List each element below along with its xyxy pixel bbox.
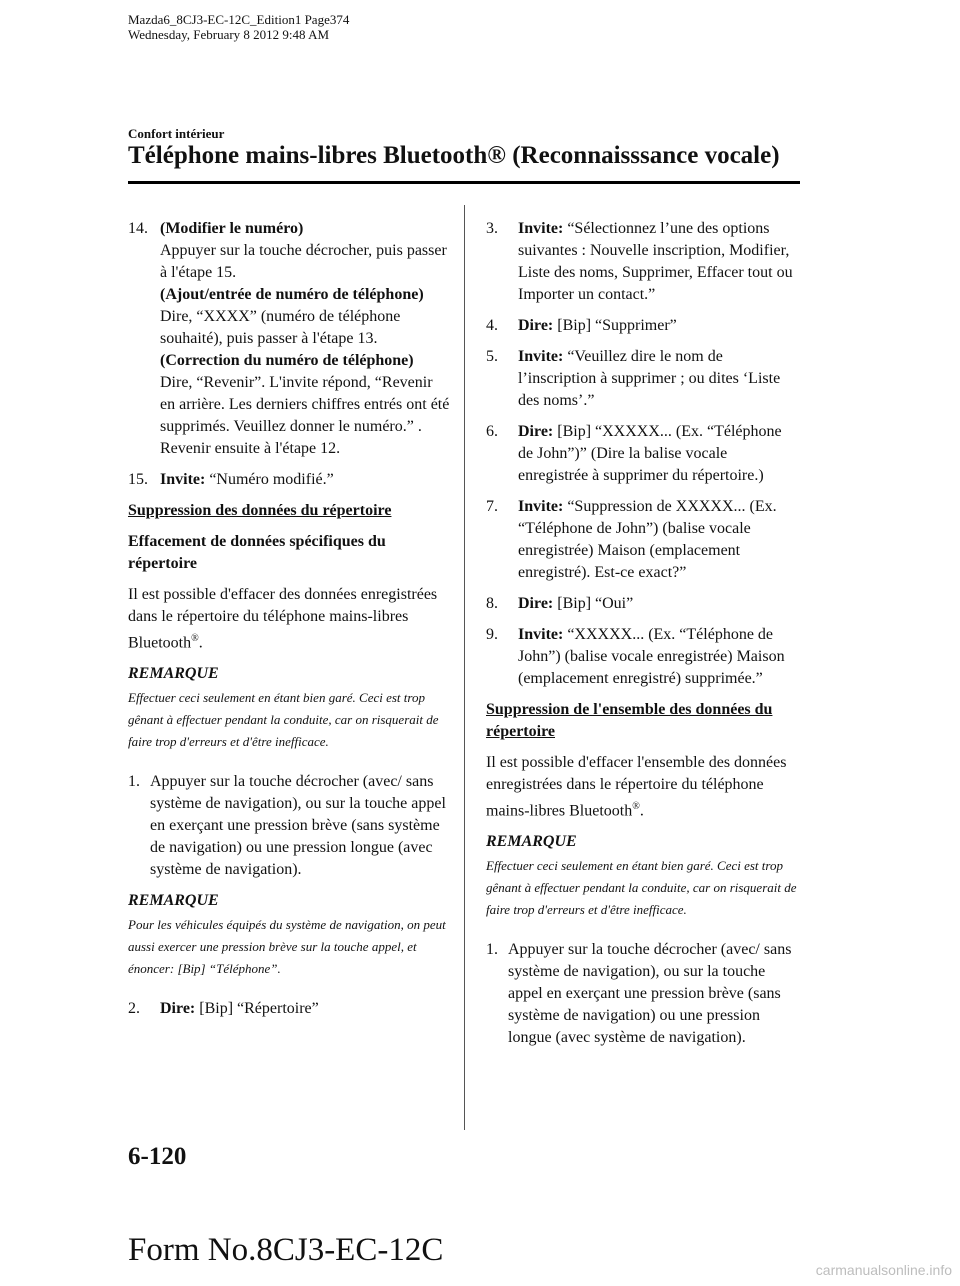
- step-number: 14.: [128, 220, 148, 237]
- note-text: Effectuer ceci seulement en étant bien garé. Ceci est trop gênant à effectuer pendant la conduite, car on risquerait de faire trop d'erreurs et d'être inefficace.: [128, 690, 439, 750]
- step-7: [486, 496, 800, 584]
- section-heading: Suppression des données du répertoire: [128, 502, 392, 519]
- step-label: Invite:: [518, 498, 564, 515]
- step-text: [Bip] “XXXXX... (Ex. “Téléphone de John”)” (Dire la balise vocale enregistrée à supprimer du répertoire.): [518, 423, 782, 484]
- list-item: [486, 939, 800, 1049]
- page-number: 6-120: [128, 1143, 187, 1170]
- step-subheading: (Correction du numéro de téléphone): [160, 352, 414, 369]
- step-text: [Bip] “Répertoire”: [199, 1000, 319, 1018]
- column-divider: [464, 205, 465, 1130]
- step-14: [128, 218, 450, 460]
- step-label: Dire:: [518, 595, 554, 612]
- list-text: Appuyer sur la touche décrocher (avec/ sans système de navigation), ou sur la touche appel en exerçant une pression brève (sans système de navigation) ou une pression longue (avec système de navigation).: [508, 941, 792, 1047]
- step-number: 6.: [486, 423, 498, 440]
- title-rule: [128, 181, 800, 184]
- step-text: Dire, “XXXX” (numéro de téléphone souhaité), puis passer à l'étape 13.: [160, 308, 401, 347]
- note-text: Effectuer ceci seulement en étant bien garé. Ceci est trop gênant à effectuer pendant la conduite, car on risquerait de faire trop d'erreurs et d'être inefficace.: [486, 858, 797, 918]
- step-label: Invite:: [160, 471, 206, 488]
- step-number: 7.: [486, 498, 498, 515]
- step-number: 3.: [486, 220, 498, 237]
- step-number: 15.: [128, 471, 148, 488]
- step-9: [486, 624, 800, 690]
- list-item: [128, 771, 450, 881]
- form-number: Form No.8CJ3-EC-12C: [128, 1232, 444, 1268]
- step-text: “Numéro modifié.”: [209, 471, 334, 488]
- step-label: Dire:: [160, 1000, 196, 1018]
- step-subheading: (Modifier le numéro): [160, 220, 304, 237]
- section-label: Confort intérieur: [128, 126, 225, 141]
- print-metadata: [128, 12, 349, 42]
- note-title: REMARQUE: [128, 892, 219, 910]
- page-title: Téléphone mains-libres Bluetooth® (Reconnaisssance vocale): [128, 142, 780, 169]
- step-6: [486, 421, 800, 487]
- list-number: 1.: [486, 941, 498, 959]
- step-text: Appuyer sur la touche décrocher, puis passer à l'étape 15.: [160, 242, 447, 281]
- step-number: 9.: [486, 626, 498, 643]
- step-15: [128, 469, 450, 491]
- step-subheading: (Ajout/entrée de numéro de téléphone): [160, 286, 424, 303]
- step-number: 8.: [486, 595, 498, 612]
- step-text: “XXXXX... (Ex. “Téléphone de John”) (balise vocale enregistrée) Maison (emplacement enregistré) supprimée.”: [518, 626, 785, 687]
- step-label: Invite:: [518, 626, 564, 643]
- step-number: 2.: [128, 1000, 140, 1018]
- intro-paragraph: Il est possible d'effacer des données enregistrées dans le répertoire du téléphone mains-libres Bluetooth®.: [128, 586, 438, 652]
- right-column: [486, 218, 800, 1058]
- step-3: [486, 218, 800, 306]
- note-title: REMARQUE: [128, 665, 219, 683]
- step-2: [128, 998, 450, 1020]
- step-number: 4.: [486, 317, 498, 334]
- note-text: Pour les véhicules équipés du système de navigation, on peut aussi exercer une pression brève sur la touche appel, et énoncer: [Bip] “Téléphone”.: [128, 917, 446, 977]
- meta-line-1: Mazda6_8CJ3-EC-12C_Edition1 Page374: [128, 12, 350, 27]
- step-5: [486, 346, 800, 412]
- step-text: “Suppression de XXXXX... (Ex. “Téléphone de John”) (balise vocale enregistrée) Maison (emplacement enregistré). Est-ce exact?”: [518, 498, 777, 581]
- list-text: Appuyer sur la touche décrocher (avec/ sans système de navigation), ou sur la touche appel en exerçant une pression brève (sans système de navigation) ou une pression longue (avec système de navigation).: [150, 773, 446, 879]
- list-number: 1.: [128, 773, 140, 791]
- note-title: REMARQUE: [486, 833, 577, 851]
- step-number: 5.: [486, 348, 498, 365]
- left-column: [128, 218, 450, 1029]
- step-label: Invite:: [518, 220, 564, 237]
- step-label: Dire:: [518, 423, 554, 440]
- step-text: “Veuillez dire le nom de l’inscription à supprimer ; ou dites ‘Liste des noms’.”: [518, 348, 781, 409]
- step-label: Dire:: [518, 317, 554, 334]
- watermark: carmanualsonline.info: [815, 1262, 952, 1278]
- step-text: [Bip] “Oui”: [557, 595, 634, 612]
- step-text: Dire, “Revenir”. L'invite répond, “Revenir en arrière. Les derniers chiffres entrés ont été supprimés. Veuillez donner le numéro.” . Revenir ensuite à l'étape 12.: [160, 374, 450, 457]
- subsection-heading: Effacement de données spécifiques du répertoire: [128, 533, 386, 572]
- intro-paragraph: Il est possible d'effacer l'ensemble des données enregistrées dans le répertoire du téléphone mains-libres Bluetooth®.: [486, 754, 787, 820]
- step-8: [486, 593, 800, 615]
- meta-line-2: Wednesday, February 8 2012 9:48 AM: [128, 27, 330, 42]
- step-label: Invite:: [518, 348, 564, 365]
- step-text: [Bip] “Supprimer”: [557, 317, 677, 334]
- section-heading: Suppression de l'ensemble des données du répertoire: [486, 701, 773, 740]
- step-text: “Sélectionnez l’une des options suivantes : Nouvelle inscription, Modifier, Liste des noms, Supprimer, Effacer tout ou Importer un contact.”: [518, 220, 793, 303]
- step-4: [486, 315, 800, 337]
